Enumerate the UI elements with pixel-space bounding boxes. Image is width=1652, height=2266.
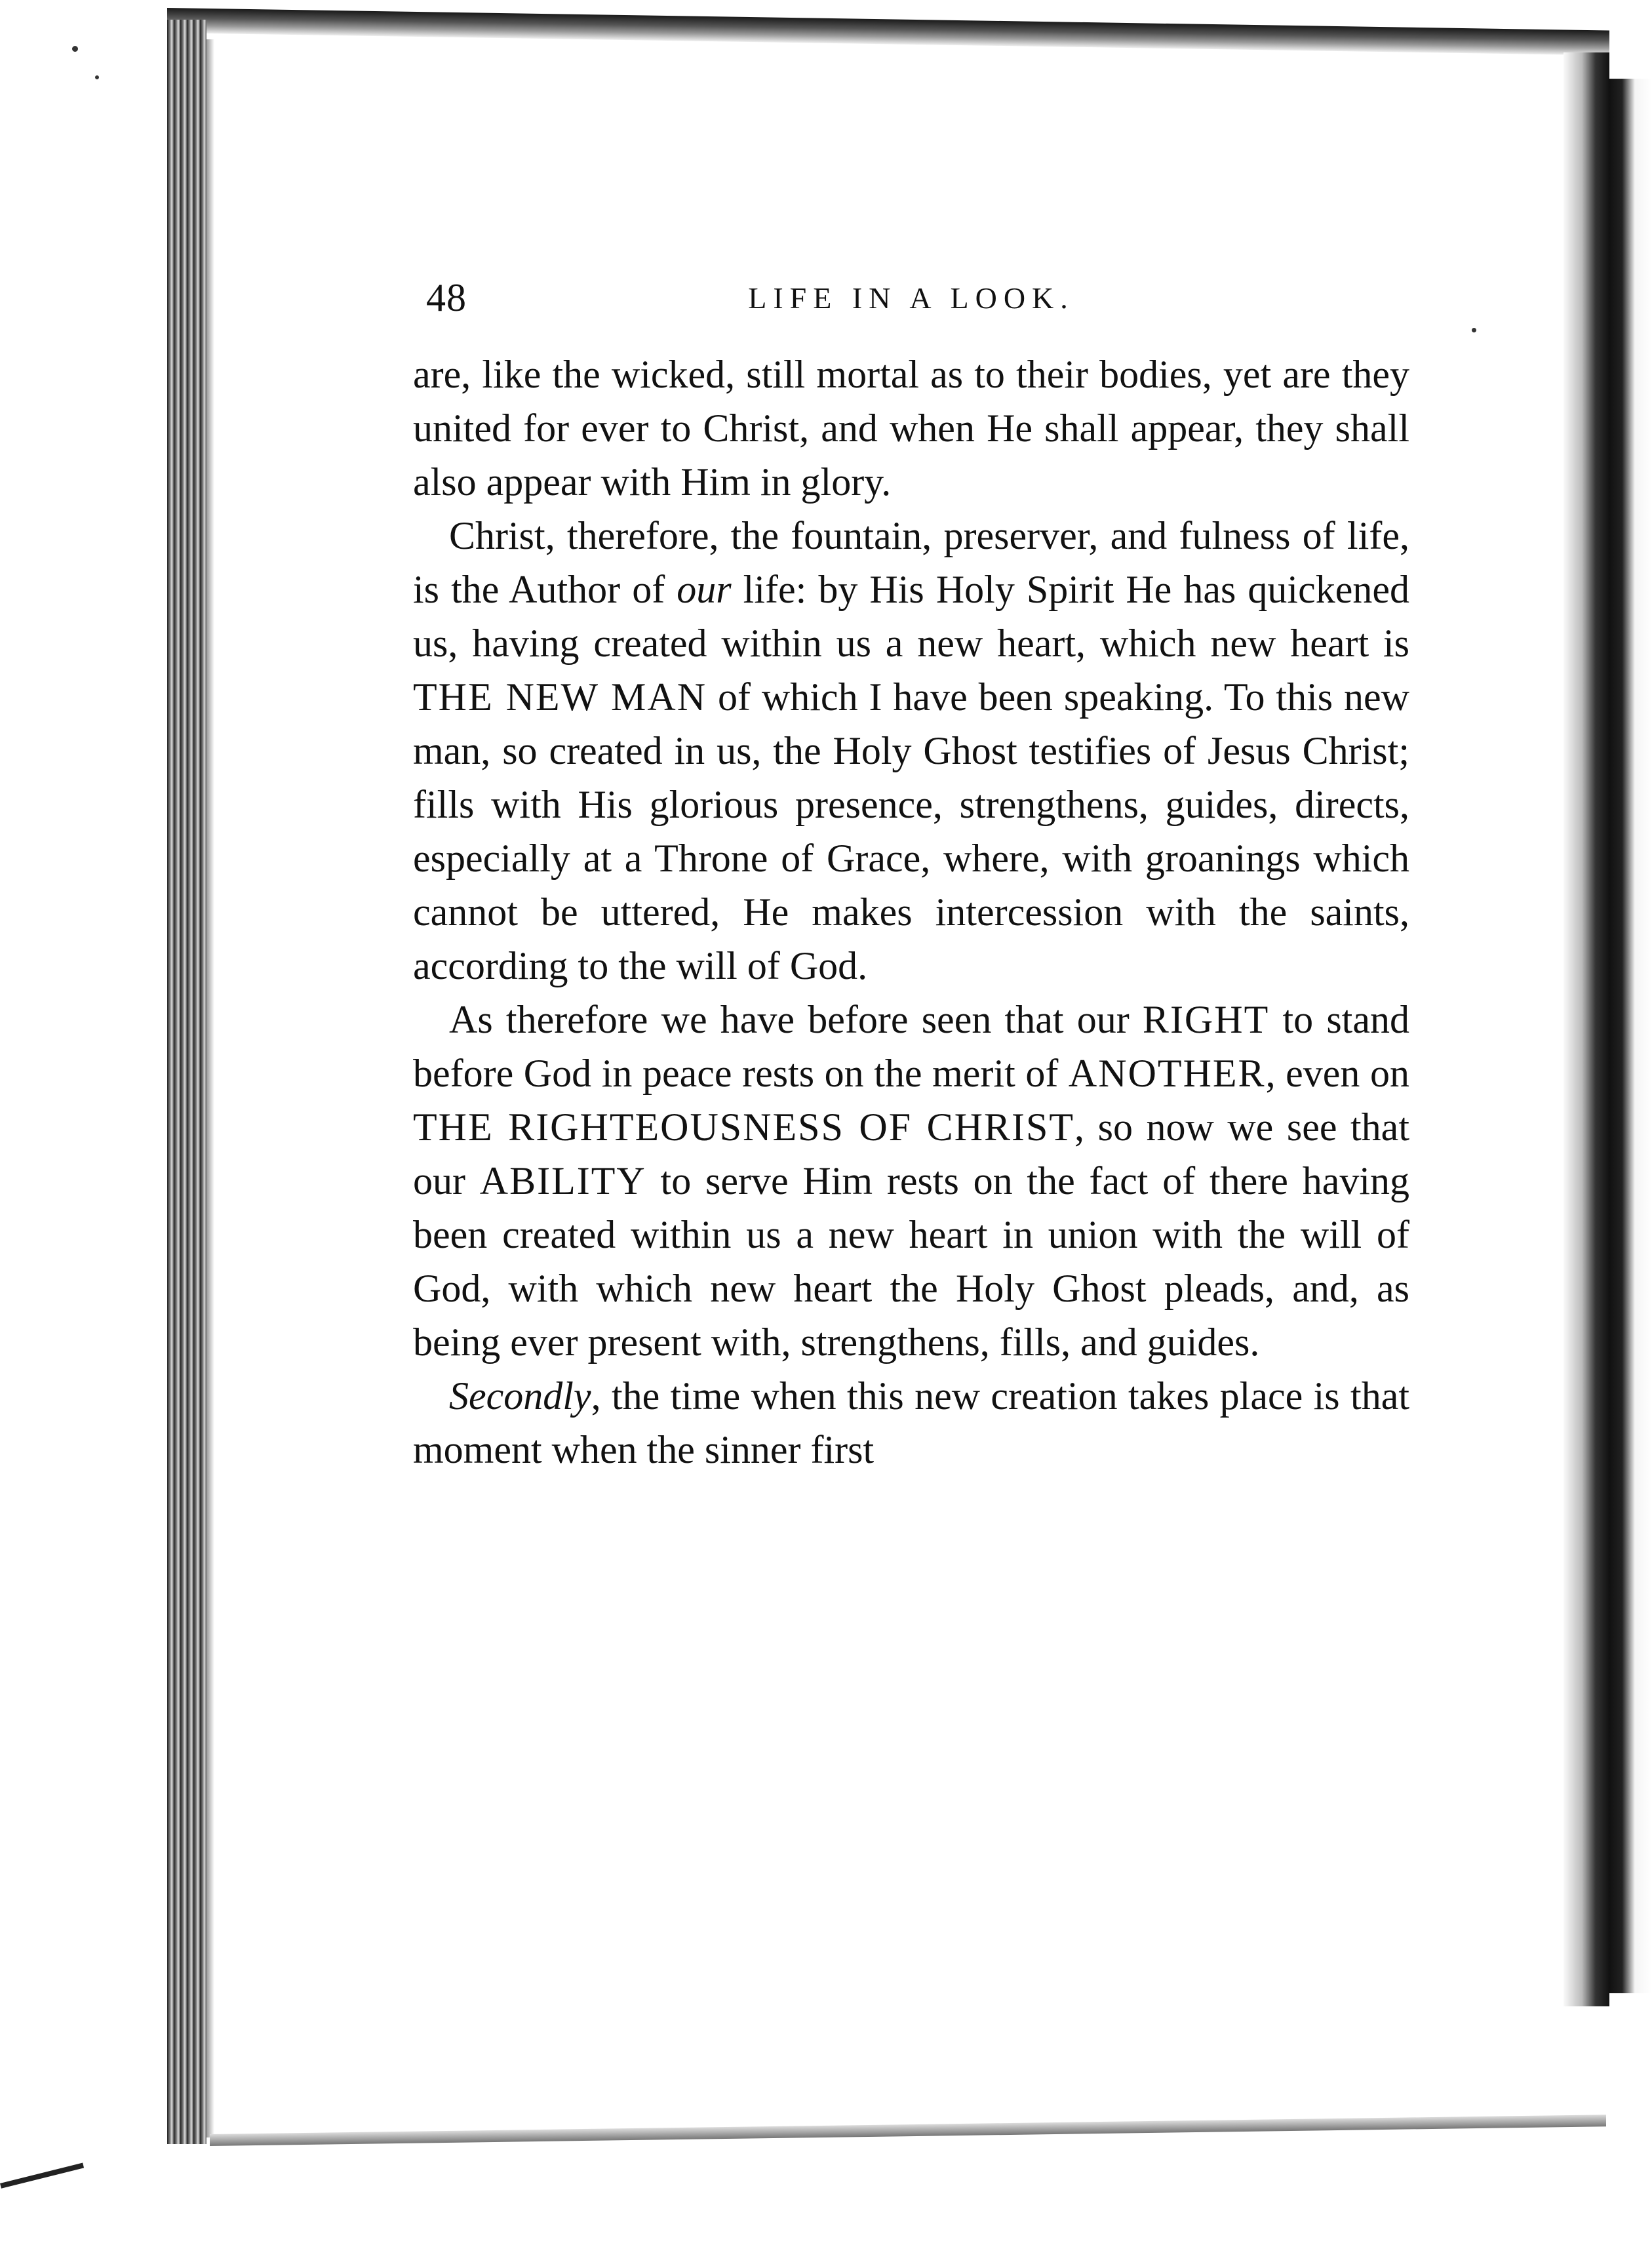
scan-speck — [1472, 328, 1476, 332]
small-caps-term: RIGHT — [1142, 998, 1270, 1041]
small-caps-term: ABILITY — [479, 1159, 646, 1203]
book-page — [413, 275, 1409, 1477]
gutter-shadow — [206, 39, 214, 2137]
small-caps-term: THE NEW MAN — [413, 675, 707, 719]
book-right-edge — [1564, 52, 1609, 2006]
page-number: 48 — [426, 276, 467, 319]
paragraph: As therefore we have before seen that our RIGHT to stand before God in peace rests on the merit of ANOTHER, even on THE RIGHTEOUSNESS OF CHRIST, so now we see that our ABILITY to serve Him rests on the fact of there having been created within us a new heart in union with the will of God, with which new heart the Holy Ghost pleads, and, as being ever present with, strengthens, fills, and guides. — [413, 998, 1409, 1364]
book-left-edge — [167, 20, 206, 2144]
paragraph: Christ, therefore, the fountain, preserver, and fulness of life, is the Author of our life: by His Holy Spirit He has quickened us, having created within us a new heart, which new heart is THE NEW MAN of which I have been speaking. To this new man, so created in us, the Holy Ghost testifies of Jesus Christ; fills with His glorious presence, strengthens, guides, directs, especially at a Throne of Grace, where, with groanings which cannot be uttered, He makes intercession with the saints, according to the will of God. — [413, 514, 1409, 987]
emphasis: our — [677, 568, 732, 611]
facing-page-edge — [1609, 79, 1652, 1993]
scan-artifact — [0, 2163, 84, 2189]
paragraph: are, like the wicked, still mortal as to their bodies, yet are they united for ever to Christ, and when He shall appear, they shall also appear with Him in glory. — [413, 353, 1409, 504]
small-caps-term: THE RIGHTEOUSNESS OF CHRIST — [413, 1105, 1075, 1149]
running-head — [413, 275, 1409, 348]
scan-speck — [95, 75, 99, 79]
small-caps-term: ANOTHER — [1068, 1052, 1266, 1095]
book-bottom-edge — [210, 2115, 1606, 2146]
body-text — [413, 348, 1409, 1477]
book-top-edge — [167, 8, 1609, 56]
running-title: LIFE IN A LOOK. — [748, 281, 1074, 315]
emphasis: Secondly — [449, 1374, 591, 1418]
scan-speck — [72, 46, 78, 52]
paragraph: Secondly, the time when this new creation takes place is that moment when the sinner first — [413, 1374, 1409, 1471]
